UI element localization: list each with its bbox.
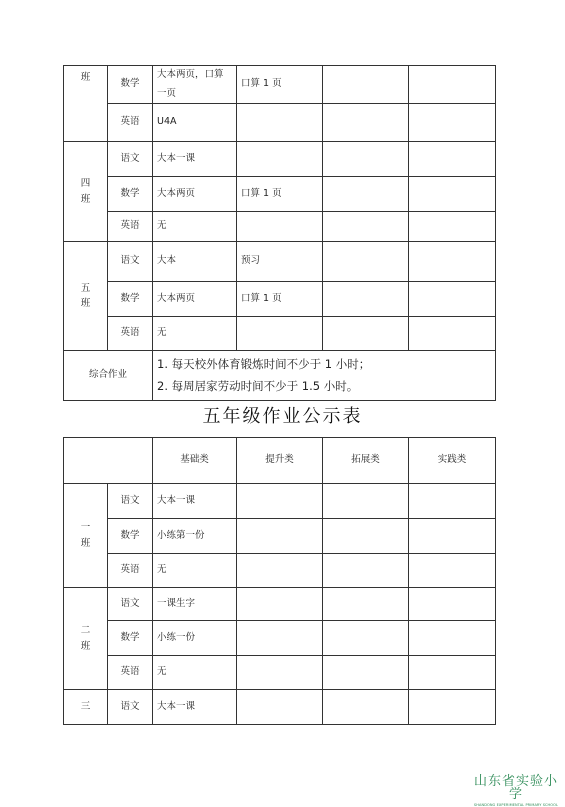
class-label: 五 班	[64, 242, 108, 351]
practice-cell	[409, 588, 496, 621]
grade5-homework-table	[63, 437, 496, 725]
improve-cell: 口算 1 页	[237, 282, 323, 317]
extend-cell	[323, 588, 409, 621]
general-homework-line: 1. 每天校外体育锻炼时间不少于 1 小时；	[157, 356, 371, 371]
subject-cell: 英语	[108, 212, 153, 242]
table-row	[64, 656, 496, 690]
header-improve: 提升类	[237, 438, 323, 484]
practice-cell	[409, 242, 496, 282]
header-practice: 实践类	[409, 438, 496, 484]
extend-cell	[323, 212, 409, 242]
extend-cell	[323, 282, 409, 317]
table-row	[64, 519, 496, 554]
subject-cell: 语文	[108, 690, 153, 725]
practice-cell	[409, 621, 496, 656]
subject-cell: 数学	[108, 519, 153, 554]
school-logo-chinese: 山东省实验小学	[473, 774, 558, 802]
subject-cell: 语文	[108, 588, 153, 621]
general-homework-line: 2. 每周居家劳动时间不少于 1.5 小时。	[157, 378, 359, 393]
improve-cell: 预习	[237, 242, 323, 282]
extend-cell	[323, 621, 409, 656]
basic-cell: 无	[153, 656, 237, 690]
extend-cell	[323, 554, 409, 588]
basic-cell: 小练第一份	[153, 519, 237, 554]
homework-table-continued	[63, 65, 496, 401]
general-homework-row	[64, 351, 496, 401]
table-row	[64, 177, 496, 212]
basic-cell: 大本一课	[153, 484, 237, 519]
extend-cell	[323, 66, 409, 104]
subject-cell: 英语	[108, 104, 153, 142]
practice-cell	[409, 282, 496, 317]
extend-cell	[323, 690, 409, 725]
subject-cell: 语文	[108, 242, 153, 282]
practice-cell	[409, 66, 496, 104]
improve-cell	[237, 317, 323, 351]
improve-cell: 口算 1 页	[237, 66, 323, 104]
improve-cell	[237, 484, 323, 519]
header-corner	[64, 438, 153, 484]
basic-cell: U4A	[153, 104, 237, 142]
extend-cell	[323, 104, 409, 142]
subject-cell: 英语	[108, 317, 153, 351]
subject-cell: 语文	[108, 484, 153, 519]
table-row	[64, 690, 496, 725]
table-row	[64, 104, 496, 142]
improve-cell	[237, 142, 323, 177]
improve-cell	[237, 104, 323, 142]
practice-cell	[409, 519, 496, 554]
extend-cell	[323, 656, 409, 690]
improve-cell	[237, 690, 323, 725]
basic-cell: 大本一课	[153, 690, 237, 725]
table-row	[64, 242, 496, 282]
practice-cell	[409, 317, 496, 351]
improve-cell	[237, 212, 323, 242]
table-row	[64, 66, 496, 104]
improve-cell	[237, 554, 323, 588]
general-homework-label: 综合作业	[64, 351, 153, 401]
basic-cell: 大本两页	[153, 282, 237, 317]
general-homework-content	[153, 351, 496, 401]
practice-cell	[409, 690, 496, 725]
basic-cell: 一课生字	[153, 588, 237, 621]
basic-cell: 大本两页，口算一页	[153, 66, 237, 104]
table-row	[64, 484, 496, 519]
basic-cell: 大本	[153, 242, 237, 282]
extend-cell	[323, 519, 409, 554]
subject-cell: 英语	[108, 554, 153, 588]
basic-cell: 大本两页	[153, 177, 237, 212]
table-row	[64, 317, 496, 351]
extend-cell	[323, 177, 409, 212]
basic-cell: 小练一份	[153, 621, 237, 656]
practice-cell	[409, 142, 496, 177]
subject-cell: 语文	[108, 142, 153, 177]
practice-cell	[409, 484, 496, 519]
header-extend: 拓展类	[323, 438, 409, 484]
basic-cell: 无	[153, 317, 237, 351]
table-row	[64, 212, 496, 242]
improve-cell	[237, 519, 323, 554]
class-label: 班	[64, 66, 108, 142]
basic-cell: 无	[153, 212, 237, 242]
class-label: 一 班	[64, 484, 108, 588]
practice-cell	[409, 656, 496, 690]
practice-cell	[409, 104, 496, 142]
table-row	[64, 621, 496, 656]
table-header-row	[64, 438, 496, 484]
extend-cell	[323, 484, 409, 519]
improve-cell: 口算 1 页	[237, 177, 323, 212]
table-row	[64, 282, 496, 317]
subject-cell: 数学	[108, 621, 153, 656]
extend-cell	[323, 242, 409, 282]
class-label: 三	[64, 690, 108, 725]
extend-cell	[323, 317, 409, 351]
table-row	[64, 588, 496, 621]
improve-cell	[237, 656, 323, 690]
header-basic: 基础类	[153, 438, 237, 484]
class-label: 四 班	[64, 142, 108, 242]
practice-cell	[409, 212, 496, 242]
practice-cell	[409, 554, 496, 588]
improve-cell	[237, 621, 323, 656]
basic-cell: 无	[153, 554, 237, 588]
table-row	[64, 554, 496, 588]
table-row	[64, 142, 496, 177]
subject-cell: 数学	[108, 66, 153, 104]
school-logo	[470, 775, 562, 807]
subject-cell: 英语	[108, 656, 153, 690]
subject-cell: 数学	[108, 177, 153, 212]
extend-cell	[323, 142, 409, 177]
school-logo-english: SHANDONG EXPERIMENTAL PRIMARY SCHOOL	[473, 803, 559, 807]
practice-cell	[409, 177, 496, 212]
class-label: 二 班	[64, 588, 108, 690]
improve-cell	[237, 588, 323, 621]
page-title: 五年级作业公示表	[202, 406, 363, 427]
subject-cell: 数学	[108, 282, 153, 317]
basic-cell: 大本一课	[153, 142, 237, 177]
